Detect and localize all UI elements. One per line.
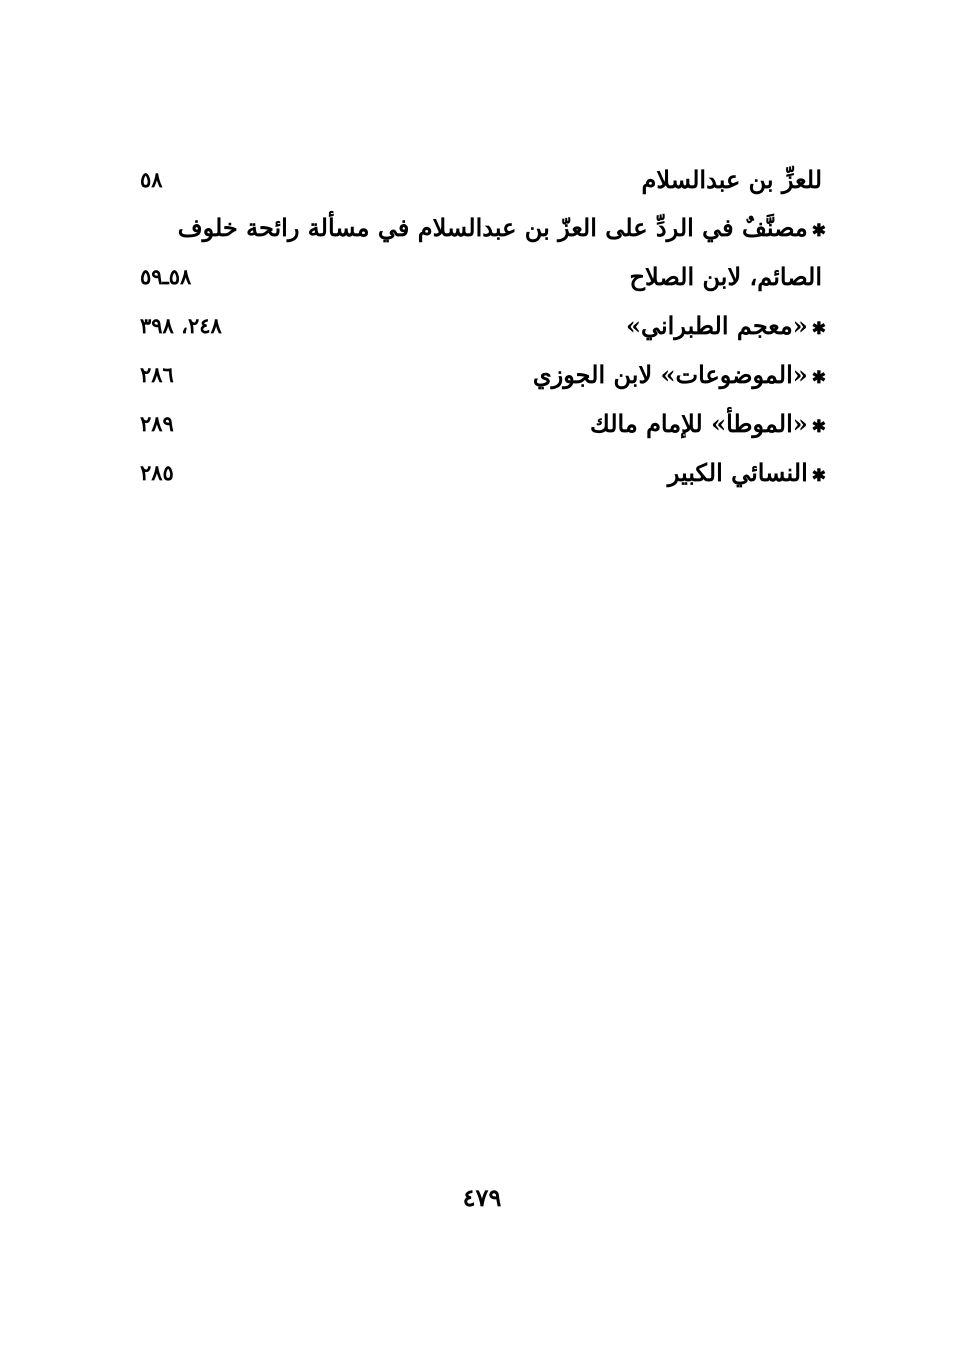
entry-title [590,404,826,447]
entry-title-text: مصنَّفٌ في الردِّ على العزّ بن عبدالسلام في مسألة رائحة خلوف [177,213,808,242]
index-entry [0,306,964,346]
entry-title [178,208,826,251]
index-entry [0,404,964,444]
index-entry [0,355,964,395]
index-entry [0,453,964,493]
entry-title [626,306,826,349]
entry-pages: ٢٨٦ [140,362,174,387]
entry-title [642,160,826,203]
asterisk-icon: ✱ [811,417,826,437]
entry-pages: ٥٨ـ٥٩ [140,264,192,289]
index-entry [0,257,964,297]
entry-title-text: «معجم الطبراني» [625,311,808,340]
entry-pages: ٥٨ [140,167,163,192]
entry-title [668,453,826,496]
asterisk-icon: ✱ [811,466,826,486]
asterisk-icon: ✱ [811,368,826,388]
entry-title [533,355,826,398]
entry-pages: ٢٨٥ [140,460,174,485]
index-entry [0,160,964,200]
page-number: ٤٧٩ [462,1183,502,1212]
entry-pages: ٢٤٨، ٣٩٨ [140,313,222,338]
entry-title-text: الصائم، لابن الصلاح [629,262,822,291]
asterisk-icon: ✱ [811,221,826,241]
index-entry [0,208,964,248]
entry-title [630,257,826,300]
entry-title-text: النسائي الكبير [667,458,808,487]
entry-title-text: للعزِّ بن عبدالسلام [641,165,822,194]
entry-title-text: «الموطأ» للإمام مالك [590,409,808,438]
asterisk-icon: ✱ [811,319,826,339]
entry-pages: ٢٨٩ [140,411,174,436]
entry-title-text: «الموضوعات» لابن الجوزي [532,360,808,389]
